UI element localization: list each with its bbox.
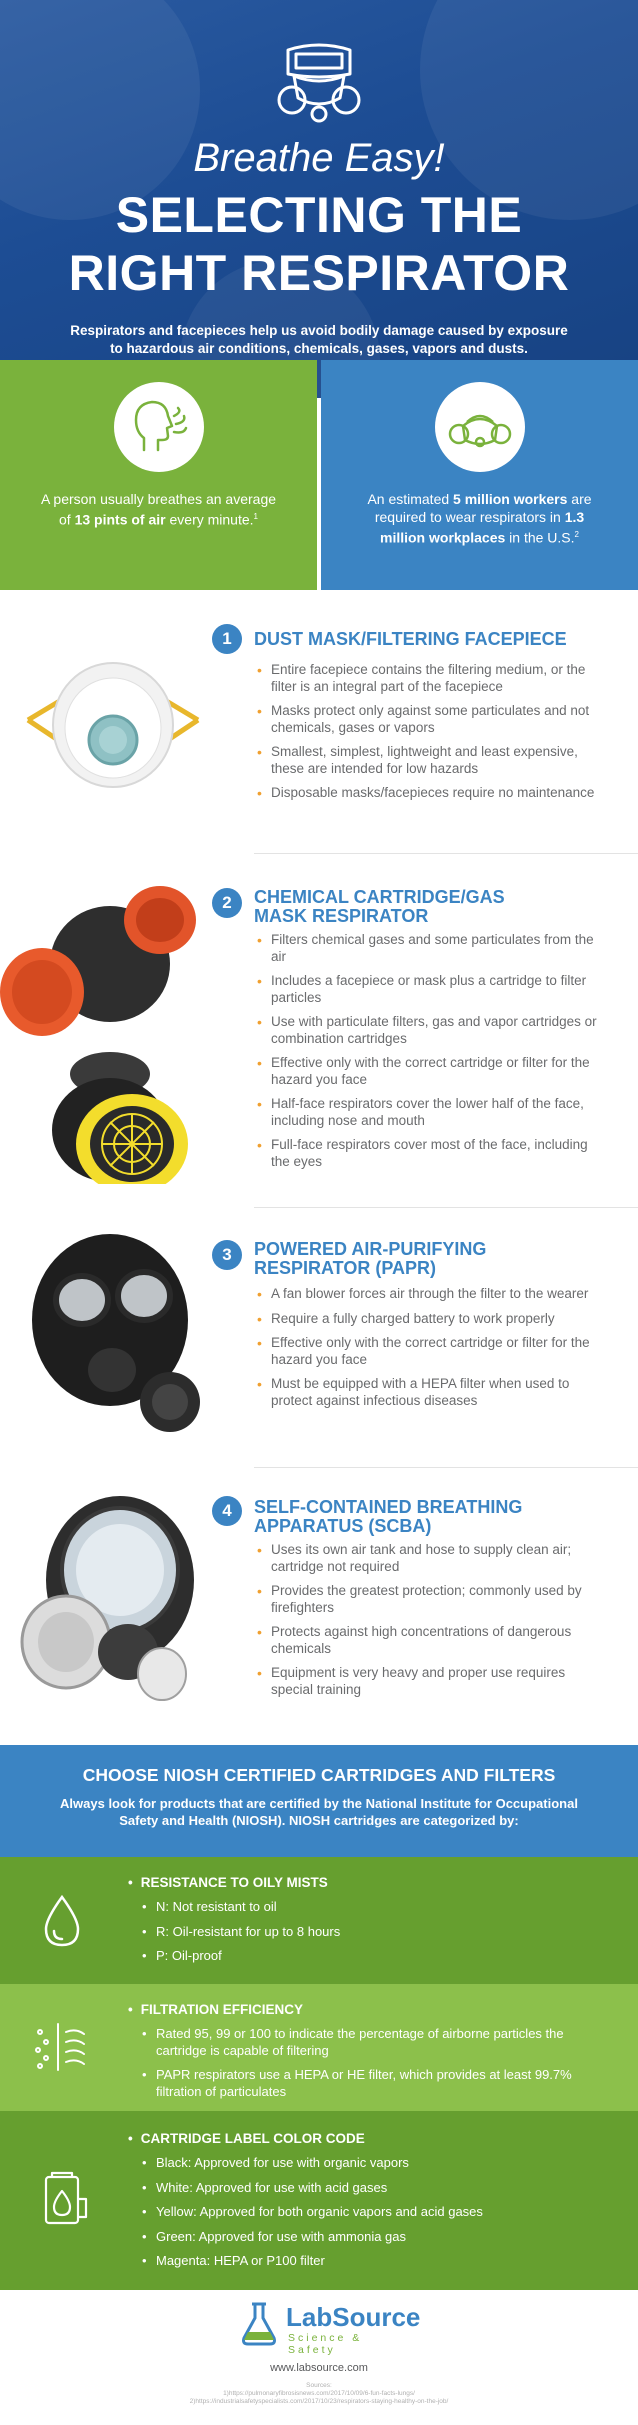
flask-hand-icon: [236, 2300, 282, 2348]
bullet-item: • Includes a facepiece or mask plus a cartridge to filter particles: [255, 973, 600, 1006]
bullet-item: • Entire facepiece contains the filtering medium, or the filter is an integral part of the facepiece: [255, 662, 600, 695]
bullet-item: • Effective only with the correct cartridge or filter for the hazard you face: [255, 1335, 600, 1368]
logo-tagline: Science & Safety: [288, 2332, 363, 2356]
section-dust-mask: [0, 600, 638, 855]
band-item: • Magenta: HEPA or P100 filter: [142, 2253, 612, 2270]
section-chemical-cartridge: [0, 860, 638, 1205]
logo-name: LabSource: [286, 2302, 421, 2332]
sources: [120, 2382, 518, 2406]
section-bullets: [255, 1286, 600, 1417]
band-item: • Yellow: Approved for both organic vapors and acid gases: [142, 2204, 612, 2221]
stat-highlight-2: 1.3 million workplaces: [380, 509, 585, 546]
band-color-code: [0, 2111, 638, 2290]
band-item: • Green: Approved for use with ammonia gas: [142, 2229, 612, 2246]
cartridge-label-icon: [32, 2169, 92, 2229]
band-filtration: [0, 1984, 638, 2111]
stat-text-workers: [361, 490, 598, 547]
gas-mask-cartridge-image: [0, 874, 210, 1184]
band-title: • RESISTANCE TO OILY MISTS: [128, 1875, 328, 1890]
gas-mask-icon: [274, 40, 364, 126]
respirator-mask-icon: [435, 382, 525, 472]
section-number: 3: [212, 1240, 242, 1270]
bullet-item: • Half-face respirators cover the lower half of the face, including nose and mouth: [255, 1096, 600, 1129]
band-items: [142, 2026, 612, 2108]
labsource-logo[interactable]: [236, 2300, 421, 2356]
bullet-item: • Uses its own air tank and hose to supply clean air; cartridge not required: [255, 1542, 600, 1575]
bullet-item: • Use with particulate filters, gas and vapor cartridges or combination cartridges: [255, 1014, 600, 1047]
website-link[interactable]: www.labsource.com: [270, 2362, 368, 2374]
hero-banner: [0, 0, 638, 398]
stat-highlight: 13 pints of air: [74, 511, 166, 528]
section-title: DUST MASK/FILTERING FACEPIECE: [254, 629, 567, 649]
band-item: • Rated 95, 99 or 100 to indicate the percentage of airborne particles the cartridge is capable of filtering: [142, 2026, 612, 2059]
stat-icon-circle: [114, 382, 204, 472]
band-item: • R: Oil-resistant for up to 8 hours: [142, 1924, 612, 1941]
bullet-item: • Protects against high concentrations of dangerous chemicals: [255, 1624, 600, 1657]
bullet-item: • Disposable masks/facepieces require no maintenance: [255, 785, 600, 802]
hero-pretitle: Breathe Easy!: [193, 136, 445, 180]
stat-suffix: in the U.S.: [505, 529, 575, 546]
oil-drop-icon: [32, 1891, 92, 1951]
bullet-item: • Full-face respirators cover most of the face, including the eyes: [255, 1137, 600, 1170]
hero-subtitle: Respirators and facepieces help us avoid bodily damage caused by exposure to hazardous air conditions, chemicals, gases, vapors and dusts.: [70, 323, 568, 356]
section-title: SELF-CONTAINED BREATHING APPARATUS (SCBA): [254, 1497, 523, 1536]
stat-highlight: 5 million workers: [453, 491, 568, 507]
bullet-item: • Must be equipped with a HEPA filter when used to protect against infectious diseases: [255, 1376, 600, 1409]
stat-prefix: An estimated: [367, 491, 454, 507]
title-line-1: SELECTING THE: [115, 187, 523, 243]
stat-breathing: [0, 360, 317, 590]
person-breathing-icon: [114, 382, 204, 472]
dust-mask-image: [18, 640, 208, 800]
stat-prefix: A person usually breathes an average of: [40, 491, 277, 528]
bullet-item: • A fan blower forces air through the filter to the wearer: [255, 1286, 600, 1303]
papr-image: [20, 1230, 210, 1440]
footnote-marker: 1: [253, 512, 258, 521]
stat-workers: [321, 360, 638, 590]
bullet-item: • Filters chemical gases and some particulates from the air: [255, 932, 600, 965]
sources-label: Sources:: [306, 2382, 332, 2389]
divider: [254, 1467, 638, 1468]
page-title: [0, 186, 638, 302]
stat-icon-circle: [435, 382, 525, 472]
bullet-item: • Masks protect only against some particulates and not chemicals, gases or vapors: [255, 703, 600, 736]
section-bullets: [255, 932, 600, 1178]
divider: [254, 1207, 638, 1208]
bullet-item: • Smallest, simplest, lightweight and least expensive, these are intended for low hazards: [255, 744, 600, 777]
filter-airflow-icon: [32, 2016, 92, 2076]
bullet-item: • Require a fully charged battery to work properly: [255, 1311, 600, 1328]
section-title: CHEMICAL CARTRIDGE/GAS MASK RESPIRATOR: [254, 887, 505, 926]
bullet-item: • Equipment is very heavy and proper use requires special training: [255, 1665, 600, 1698]
section-papr: [0, 1210, 638, 1465]
section-bullets: [255, 662, 600, 810]
footnote-marker: 2: [574, 530, 579, 539]
band-oily-mists: [0, 1857, 638, 1984]
band-items: [142, 1899, 612, 1973]
niosh-title: CHOOSE NIOSH CERTIFIED CARTRIDGES AND FILTERS: [82, 1765, 556, 1785]
niosh-banner: [0, 1745, 638, 1857]
source-1[interactable]: 1)https://pulmonaryfibrosisnews.com/2017/10/09/6-fun-facts-lungs/: [223, 2390, 415, 2397]
band-item: • White: Approved for use with acid gases: [142, 2180, 612, 2197]
band-item: • Black: Approved for use with organic vapors: [142, 2155, 612, 2172]
band-item: • N: Not resistant to oil: [142, 1899, 612, 1916]
section-scba: [0, 1470, 638, 1740]
footer: [0, 2290, 638, 2425]
stat-mid: are required to wear respirators in: [374, 491, 592, 525]
scba-image: [10, 1492, 210, 1707]
stat-text-breathing: [40, 490, 277, 529]
source-2[interactable]: 2)https://industrialsafetyspecialists.com/2017/10/23/respirators-staying-healthy-on-the-job/: [189, 2398, 449, 2405]
niosh-subtitle: Always look for products that are certified by the National Institute for Occupational Safety and Health (NIOSH). NIOSH cartridges are categorized by:: [60, 1796, 578, 1828]
band-title: • FILTRATION EFFICIENCY: [128, 2002, 303, 2017]
bullet-item: • Provides the greatest protection; commonly used by firefighters: [255, 1583, 600, 1616]
band-title: • CARTRIDGE LABEL COLOR CODE: [128, 2131, 365, 2146]
section-number: 1: [212, 624, 242, 654]
section-bullets: [255, 1542, 600, 1706]
band-item: • P: Oil-proof: [142, 1948, 612, 1965]
divider: [254, 853, 638, 854]
section-number: 2: [212, 888, 242, 918]
title-line-2: RIGHT RESPIRATOR: [68, 245, 570, 301]
section-number: 4: [212, 1496, 242, 1526]
stat-suffix: every minute.: [165, 511, 254, 528]
band-item: • PAPR respirators use a HEPA or HE filter, which provides at least 99.7% filtration of particulates: [142, 2067, 612, 2100]
band-items: [142, 2155, 612, 2278]
bullet-item: • Effective only with the correct cartridge or filter for the hazard you face: [255, 1055, 600, 1088]
section-title: POWERED AIR-PURIFYING RESPIRATOR (PAPR): [254, 1239, 487, 1278]
